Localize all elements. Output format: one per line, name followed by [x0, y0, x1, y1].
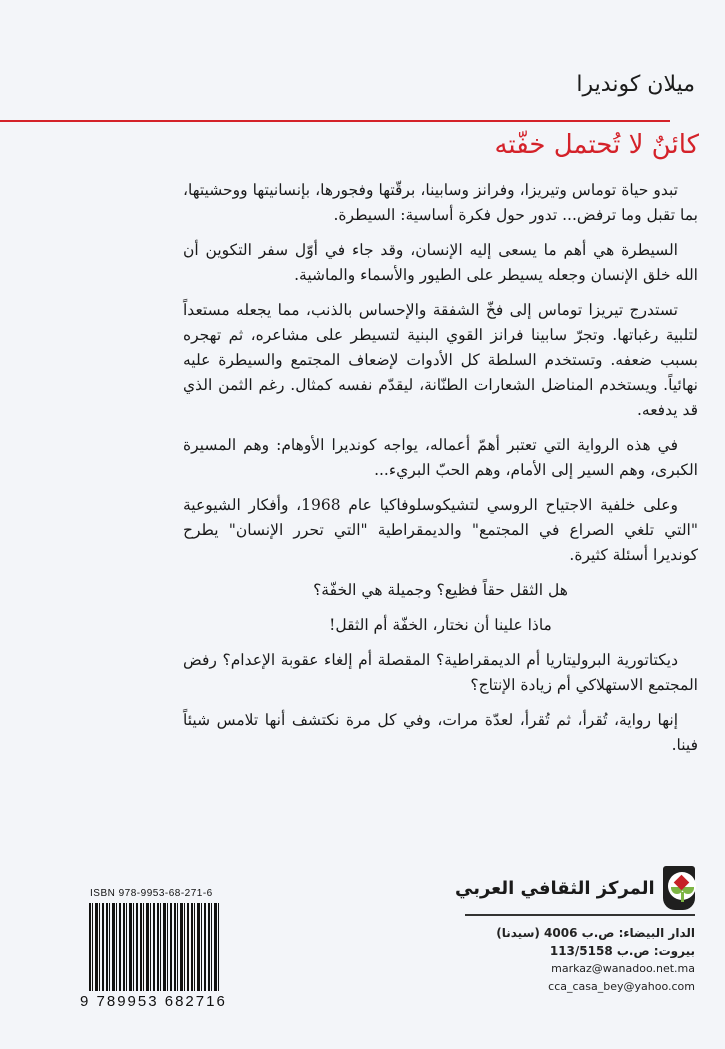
isbn-label: ISBN 978-9953-68-271-6 — [90, 888, 213, 899]
publisher-divider — [465, 914, 695, 916]
blurb-paragraph: في هذه الرواية التي تعتبر أهمّ أعماله، يواجه كونديرا الأوهام: وهم المسيرة الكبرى، وهم السير إلى الأمام، وهم الحبّ البريء... — [183, 436, 698, 479]
blurb-paragraph: تستدرج تيريزا توماس إلى فخّ الشفقة والإحساس بالذنب، مما يجعله مستعداً لتلبية رغباتها. وتجرّ سابينا فرانز القوي البنية لتسيطر على مشاعره، ثم تهجره بسبب ضعفه. وتستخدم السلطة كل الأدوات لإضعاف المجتمع والسيطرة عليه نهائياً. ويستخدم المناضل الشعارات الطنّانة، ليقدّم نفسه كمثال. رغم الثمن الذي قد يدفعه. — [183, 301, 698, 419]
author-name: ميلان كونديرا — [576, 72, 695, 97]
blurb-paragraph: ديكتاتورية البروليتاريا أم الديمقراطية؟ المقصلة أم إلغاء عقوبة الإعدام؟ رفض المجتمع الاستهلاكي أم زيادة الإنتاج؟ — [183, 651, 698, 694]
barcode-digits: 9 789953 682716 — [80, 993, 227, 1010]
publisher-block — [455, 865, 695, 996]
publisher-header — [455, 865, 695, 911]
blurb-question: هل الثقل حقاً فظيع؟ وجميلة هي الخفّة؟ — [313, 581, 568, 599]
barcode — [80, 888, 280, 1010]
blurb-paragraph: السيطرة هي أهم ما يسعى إليه الإنسان، وقد جاء في أوّل سفر التكوين أن الله خلق الإنسان وجعله يسيطر على الطيور والأسماء والماشية. — [183, 241, 698, 284]
publisher-name: المركز الثقافي العربي — [455, 877, 655, 899]
blurb-question: ماذا علينا أن نختار، الخفّة أم الثقل! — [329, 616, 552, 634]
address-beirut: بيروت: ص.ب 113/5158 — [549, 944, 695, 958]
book-title: كائنٌ لا تُحتمل خفّته — [494, 130, 699, 160]
blurb — [183, 178, 698, 768]
red-divider — [0, 120, 670, 122]
blurb-paragraph: وعلى خلفية الاجتياح الروسي لتشيكوسلوفاكيا عام 1968، وأفكار الشيوعية "التي تلغي الصراع في المجتمع" والديمقراطية "التي تحرر الإنسان" يطرح كونديرا أسئلة كثيرة. — [183, 496, 698, 564]
address-casablanca: الدار البيضاء: ص.ب 4006 (سيدنا) — [496, 926, 695, 940]
blurb-paragraph: إنها رواية، تُقرأ، ثم تُقرأ، لعدّة مرات، وفي كل مرة نكتشف أنها تلامس شيئاً فينا. — [183, 711, 698, 754]
markaz-logo-icon — [663, 866, 695, 910]
email-1: markaz@wanadoo.net.ma — [551, 962, 695, 975]
blurb-paragraph: تبدو حياة توماس وتيريزا، وفرانز وسابينا، برقّتها وفجورها، بإنسانيتها ووحشيتها، بما تقبل وما ترفض... تدور حول فكرة أساسية: السيطرة. — [183, 181, 698, 224]
barcode-bars — [89, 903, 219, 991]
email-2: cca_casa_bey@yahoo.com — [548, 980, 695, 993]
